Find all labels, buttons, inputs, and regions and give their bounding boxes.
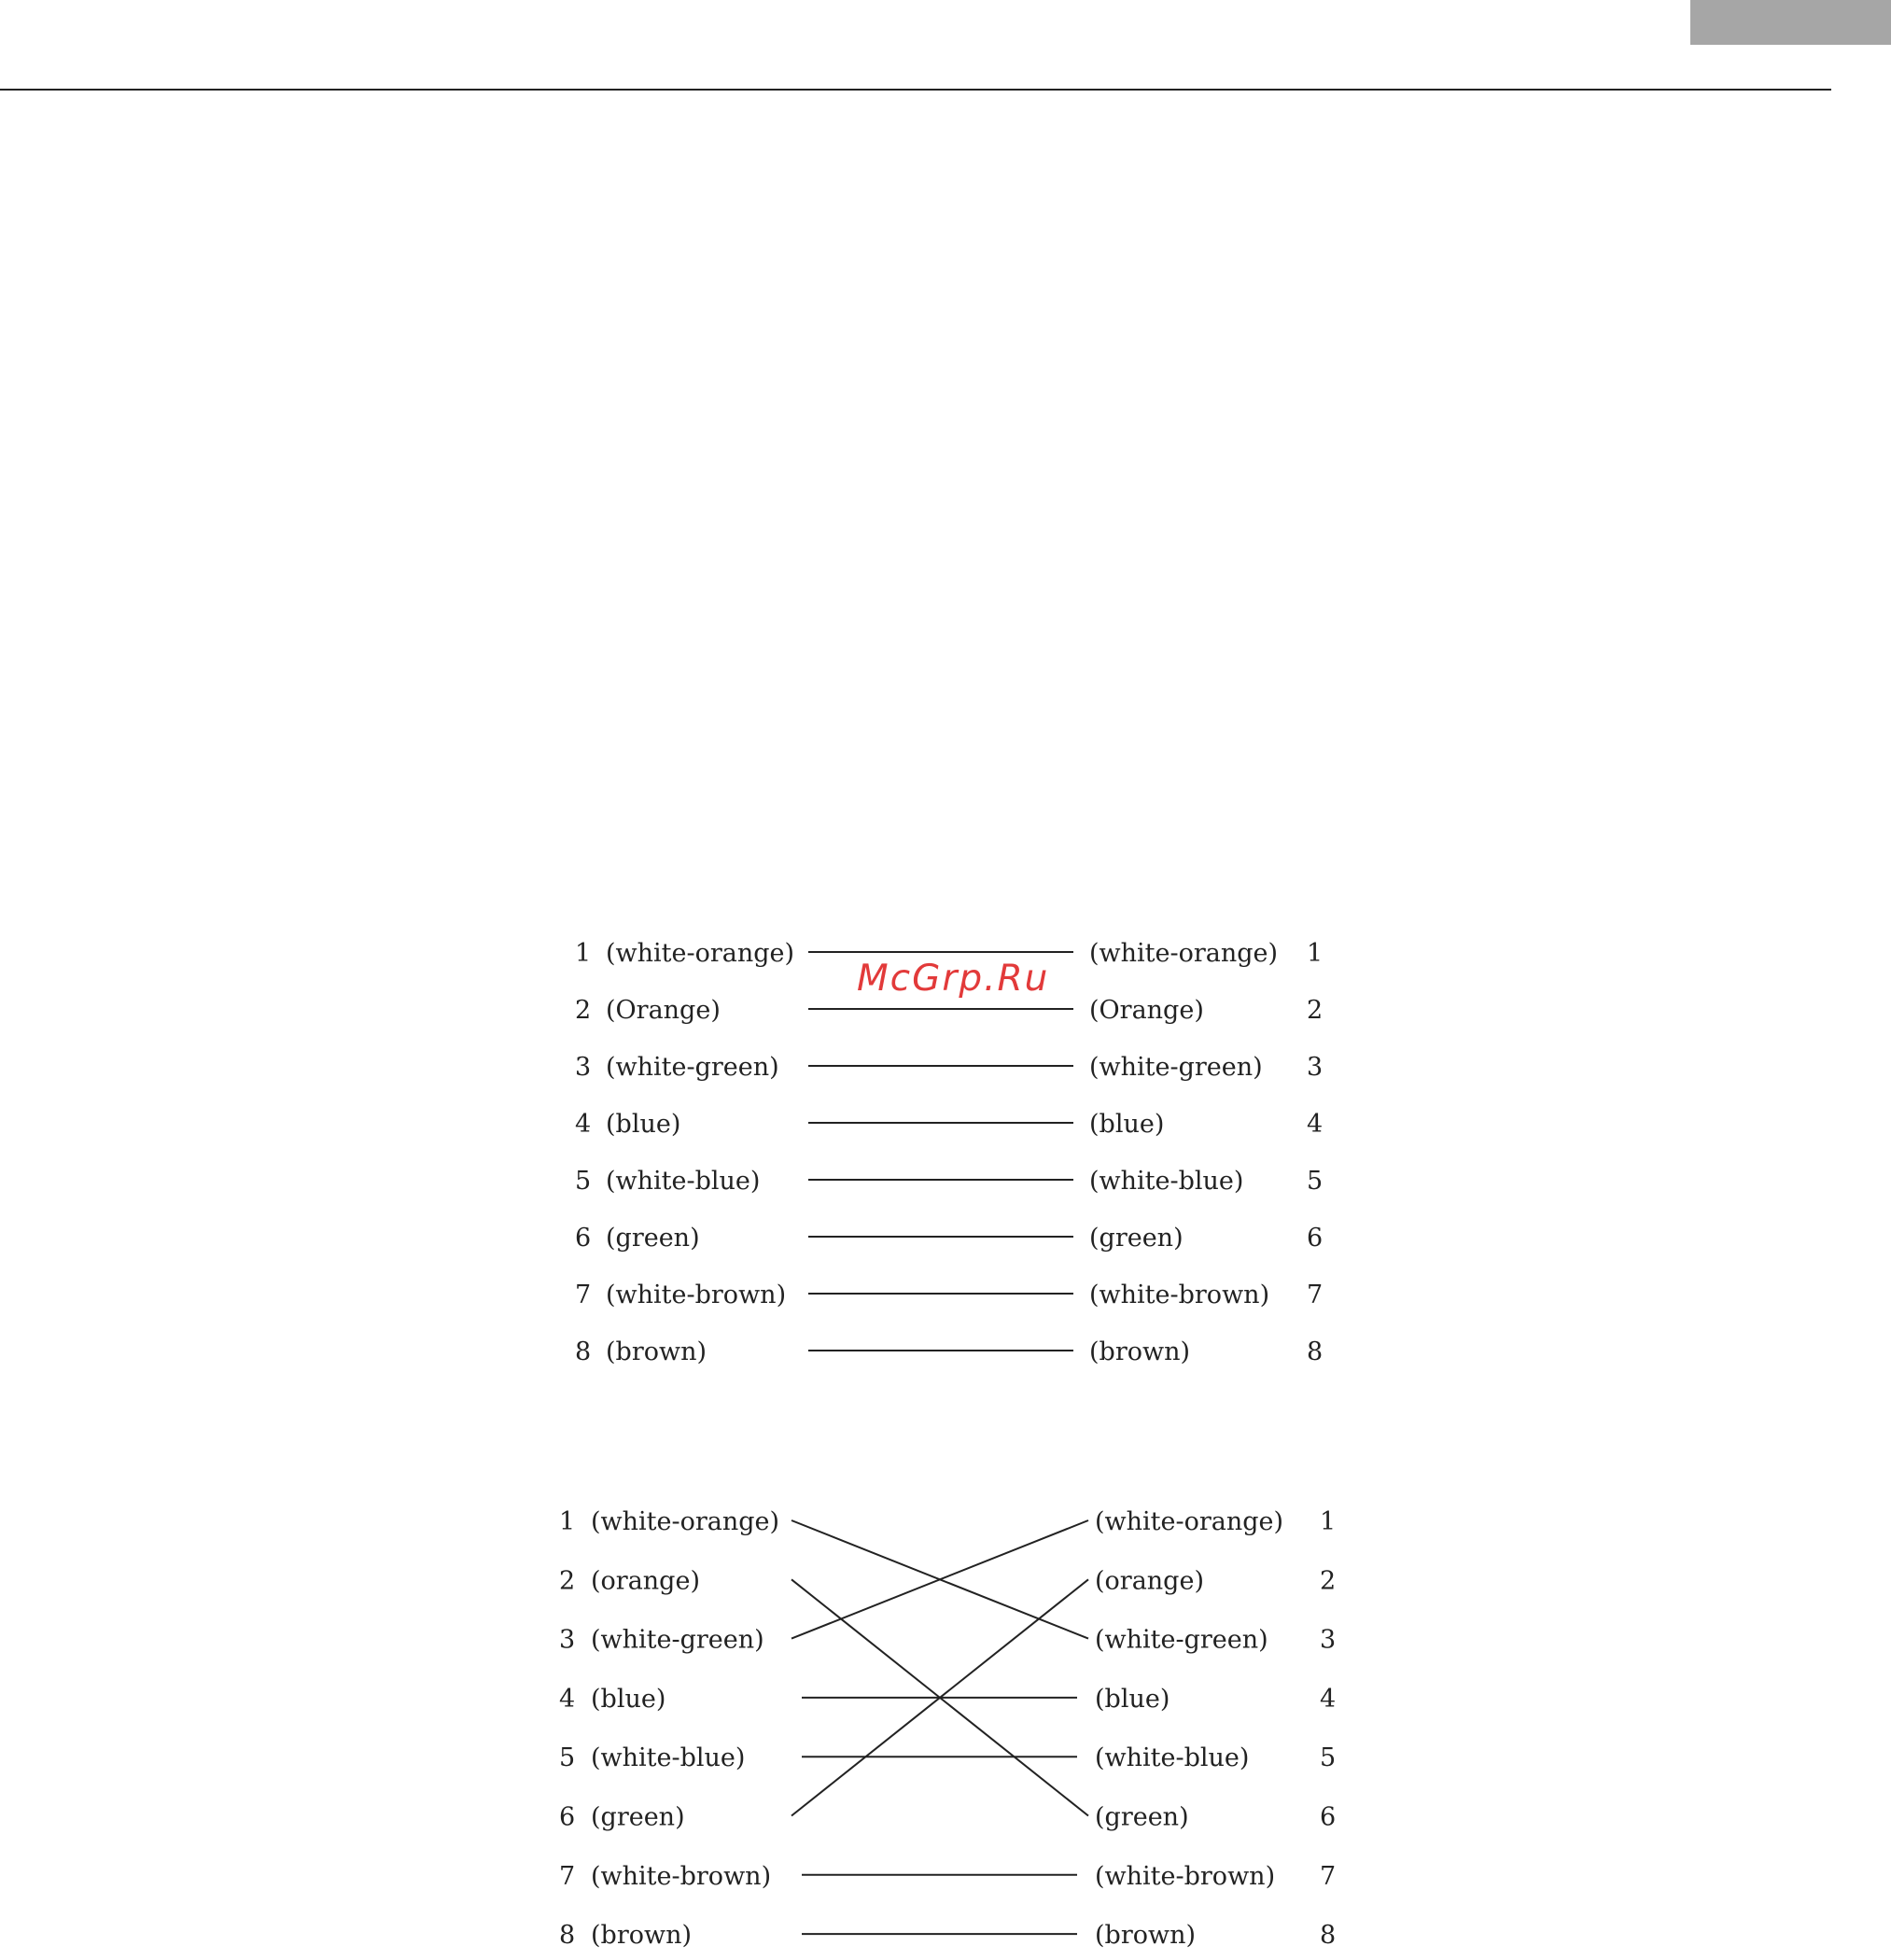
left-wire-label: (white-blue) <box>606 1167 761 1196</box>
right-wire-label: (white-green) <box>1095 1625 1268 1655</box>
left-pin-number: 2 <box>575 996 592 1025</box>
left-wire-label: (Orange) <box>606 996 721 1025</box>
right-pin-number: 1 <box>1307 939 1324 968</box>
left-pin-number: 1 <box>559 1507 576 1536</box>
right-wire-label: (white-orange) <box>1095 1507 1284 1536</box>
left-wire-label: (brown) <box>606 1337 707 1366</box>
watermark: McGrp.Ru <box>857 958 1050 1000</box>
left-pin-number: 6 <box>575 1224 592 1253</box>
right-pin-number: 3 <box>1320 1625 1337 1655</box>
right-pin-number: 5 <box>1307 1167 1324 1196</box>
left-pin-number: 6 <box>559 1802 576 1832</box>
left-pin-number: 3 <box>575 1053 592 1082</box>
right-wire-label: (Orange) <box>1089 996 1204 1025</box>
right-pin-number: 1 <box>1320 1507 1337 1536</box>
right-pin-number: 2 <box>1320 1566 1337 1596</box>
left-wire-label: (white-green) <box>606 1053 779 1082</box>
right-wire-label: (blue) <box>1095 1684 1170 1714</box>
left-wire-label: (white-brown) <box>606 1281 787 1309</box>
left-pin-number: 8 <box>575 1337 592 1366</box>
left-wire-label: (white-blue) <box>591 1743 746 1773</box>
right-wire-label: (white-brown) <box>1089 1281 1270 1309</box>
right-wire-label: (green) <box>1095 1802 1189 1832</box>
left-pin-number: 1 <box>575 939 592 968</box>
right-pin-number: 6 <box>1320 1802 1337 1832</box>
left-wire-label: (green) <box>591 1802 685 1832</box>
left-pin-number: 5 <box>575 1167 592 1196</box>
right-wire-label: (blue) <box>1089 1110 1165 1139</box>
right-pin-number: 7 <box>1307 1281 1324 1309</box>
right-wire-label: (white-green) <box>1089 1053 1263 1082</box>
right-wire-label: (orange) <box>1095 1566 1204 1596</box>
left-wire-label: (green) <box>606 1224 700 1253</box>
right-wire-label: (brown) <box>1089 1337 1191 1366</box>
right-pin-number: 4 <box>1320 1684 1337 1714</box>
right-wire-label: (white-brown) <box>1095 1861 1276 1891</box>
left-wire-label: (white-brown) <box>591 1861 772 1891</box>
right-pin-number: 2 <box>1307 996 1324 1025</box>
left-pin-number: 7 <box>559 1861 576 1891</box>
right-pin-number: 4 <box>1307 1110 1324 1139</box>
left-wire-label: (white-green) <box>591 1625 764 1655</box>
left-pin-number: 3 <box>559 1625 576 1655</box>
left-wire-label: (blue) <box>591 1684 666 1714</box>
left-pin-number: 2 <box>559 1566 576 1596</box>
left-pin-number: 5 <box>559 1743 576 1773</box>
right-pin-number: 8 <box>1307 1337 1324 1366</box>
right-wire-label: (green) <box>1089 1224 1184 1253</box>
left-pin-number: 8 <box>559 1921 576 1951</box>
left-wire-label: (white-orange) <box>606 939 795 968</box>
left-wire-label: (orange) <box>591 1566 700 1596</box>
right-wire-label: (white-blue) <box>1095 1743 1250 1773</box>
left-wire-label: (blue) <box>606 1110 681 1139</box>
diagram-crossover <box>559 1507 1336 1950</box>
left-pin-number: 7 <box>575 1281 592 1309</box>
right-pin-number: 8 <box>1320 1921 1337 1951</box>
left-pin-number: 4 <box>559 1684 576 1714</box>
diagram-straight <box>575 939 1323 1366</box>
left-pin-number: 4 <box>575 1110 592 1139</box>
right-pin-number: 7 <box>1320 1861 1337 1891</box>
right-pin-number: 6 <box>1307 1224 1324 1253</box>
right-pin-number: 5 <box>1320 1743 1337 1773</box>
right-wire-label: (brown) <box>1095 1921 1197 1951</box>
left-wire-label: (white-orange) <box>591 1507 780 1536</box>
right-pin-number: 3 <box>1307 1053 1324 1082</box>
right-wire-label: (white-orange) <box>1089 939 1279 968</box>
left-wire-label: (brown) <box>591 1921 693 1951</box>
right-wire-label: (white-blue) <box>1089 1167 1244 1196</box>
